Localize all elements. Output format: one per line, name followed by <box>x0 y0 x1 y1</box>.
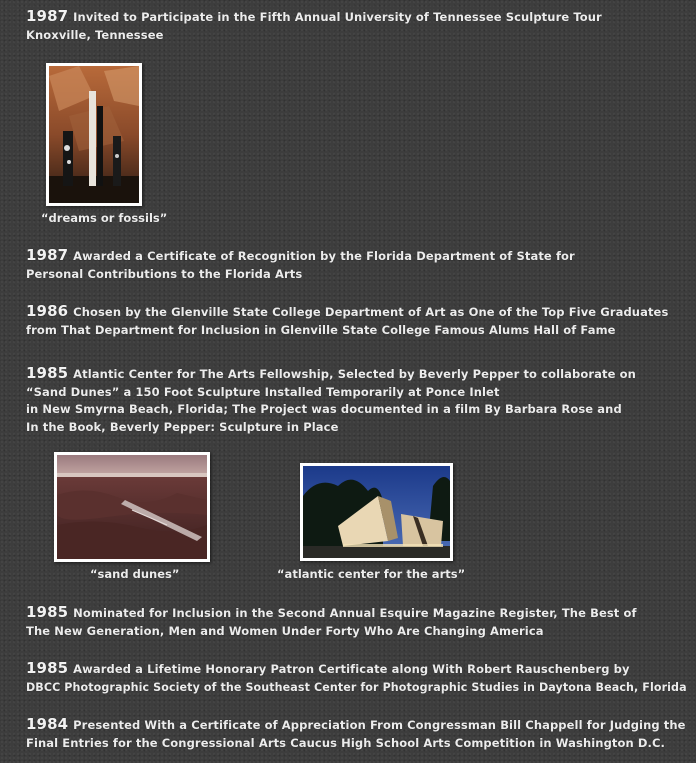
award-entry-1987-sculpture-tour <box>26 8 690 44</box>
entry-text: “Sand Dunes” a 150 Foot Sculpture Installed Temporarily at Ponce Inlet <box>26 384 500 399</box>
entry-year: 1986 <box>26 302 69 320</box>
award-entry-1984-congressional <box>26 716 690 752</box>
entry-text: Knoxville, Tennessee <box>26 27 164 42</box>
atlantic-center-photo-image <box>303 466 450 558</box>
entry-text: The New Generation, Men and Women Under Forty Who Are Changing America <box>26 623 544 638</box>
sand-dunes-photo-image <box>57 455 207 559</box>
photo-caption: “dreams or fossils” <box>41 211 168 225</box>
entry-text: Presented With a Certificate of Appreciation From Congressman Bill Chappell for Judging the <box>73 718 686 732</box>
entry-year: 1984 <box>26 715 69 733</box>
entry-text: from That Department for Inclusion in Glenville State College Famous Alums Hall of Fame <box>26 322 616 337</box>
award-entry-1985-patron-certificate <box>26 660 690 696</box>
entry-text: Atlantic Center for The Arts Fellowship, Selected by Beverly Pepper to collaborate on <box>73 367 636 381</box>
entry-text: Final Entries for the Congressional Arts Caucus High School Arts Competition in Washington D.C. <box>26 735 666 750</box>
photo-dreams-or-fossils[interactable] <box>46 63 142 206</box>
photo-atlantic-center[interactable] <box>300 463 453 561</box>
sculpture-photo-image <box>49 66 139 203</box>
entry-year: 1985 <box>26 659 69 677</box>
entry-text: in New Smyrna Beach, Florida; The Project was documented in a film By Barbara Rose and <box>26 402 622 416</box>
photo-caption: “sand dunes” <box>90 567 180 581</box>
award-entry-1987-florida-recognition <box>26 247 690 283</box>
entry-text: Personal Contributions to the Florida Arts <box>26 266 303 281</box>
entry-text: DBCC Photographic Society of the Southeast Center for Photographic Studies in Daytona Beach, Florida <box>26 680 687 694</box>
entry-text: In the Book, Beverly Pepper: Sculpture in Place <box>26 419 339 434</box>
entry-text: Nominated for Inclusion in the Second Annual Esquire Magazine Register, The Best of <box>73 606 637 620</box>
entry-text: Invited to Participate in the Fifth Annual University of Tennessee Sculpture Tour <box>73 10 602 24</box>
entry-text: Chosen by the Glenville State College Department of Art as One of the Top Five Graduates <box>73 305 669 319</box>
entry-year: 1985 <box>26 364 69 382</box>
photo-caption: “atlantic center for the arts” <box>277 567 466 581</box>
photo-sand-dunes[interactable] <box>54 452 210 562</box>
entry-year: 1987 <box>26 246 69 264</box>
entry-year: 1987 <box>26 7 69 25</box>
entry-text: Awarded a Certificate of Recognition by the Florida Department of State for <box>73 249 575 263</box>
entry-text: Awarded a Lifetime Honorary Patron Certificate along With Robert Rauschenberg by <box>73 662 630 676</box>
entry-year: 1985 <box>26 603 69 621</box>
award-entry-1986-glenville <box>26 303 690 339</box>
award-entry-1985-esquire <box>26 604 690 640</box>
award-entry-1985-atlantic-center <box>26 365 690 436</box>
